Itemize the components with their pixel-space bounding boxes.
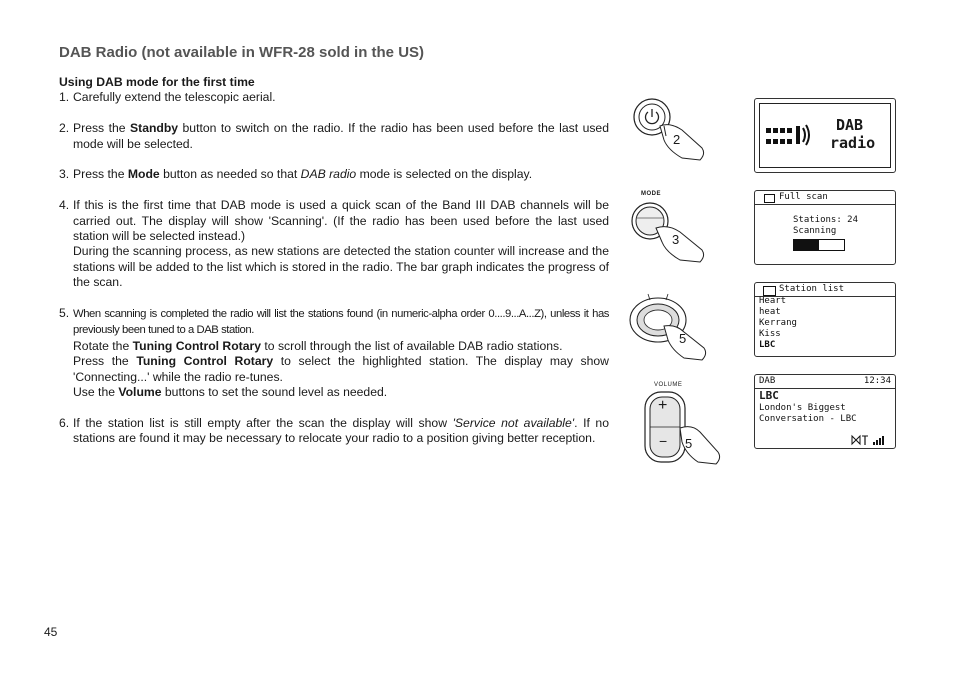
step-text: . If no stations are found it may be necessary to relocate your radio to a position giving better reception. — [73, 415, 609, 446]
step-number: 3. — [59, 167, 70, 182]
step-text: Use the — [73, 385, 119, 400]
callout-number: 5 — [679, 331, 687, 346]
step-text: buttons to set the sound level as needed. — [161, 385, 388, 400]
volume-label: VOLUME — [654, 382, 683, 388]
page-number: 45 — [44, 625, 58, 639]
callout-number: 3 — [672, 232, 680, 247]
step-text: to scroll through the list of available DAB radio stations. — [261, 338, 563, 353]
keyword-tuning-rotary: Tuning Control Rotary — [136, 354, 274, 369]
step-2 — [59, 121, 609, 152]
step-number: 5. — [59, 306, 70, 321]
display-dab-radio — [754, 98, 896, 173]
mode-button-icon — [630, 190, 710, 265]
step-text: During the scanning process, as new stations are detected the station counter will increase and the stations will be added to the list which is stored in the radio. The bar graph indicates the progress of the scan. — [73, 244, 609, 290]
keyword-volume: Volume — [118, 385, 162, 400]
scan-status: Scanning — [793, 226, 837, 236]
instructions — [59, 75, 609, 447]
station-text-line-2: Conversation - LBC — [759, 414, 857, 424]
display-station-list — [754, 282, 896, 357]
step-number: 1. — [59, 90, 70, 105]
station-count: Stations: 24 — [793, 215, 859, 225]
scan-progress-bar — [793, 239, 845, 251]
step-3 — [59, 167, 609, 182]
volume-buttons-illustration — [640, 380, 725, 470]
subheading: Using DAB mode for the first time — [59, 75, 255, 89]
scan-progress-fill — [794, 240, 819, 250]
station-text-line-1: London's Biggest — [759, 403, 846, 413]
step-text: mode is selected on the display. — [356, 167, 533, 182]
station-list-item[interactable]: Kiss — [759, 329, 781, 339]
step-4 — [59, 198, 609, 290]
display-line-1: DAB — [836, 116, 864, 134]
step-text: Rotate the — [73, 338, 133, 353]
step-text: Press the — [73, 167, 128, 182]
keyword-mode: Mode — [127, 167, 160, 182]
step-1 — [59, 90, 609, 105]
volume-rocker-icon — [640, 380, 725, 470]
keyword-dab-radio: DAB radio — [300, 167, 357, 182]
step-text: button to switch on the radio. If the radio has been used before the last used mode will be selected. — [73, 121, 609, 151]
step-text: When scanning is completed the radio will list the stations found (in numeric-alpha order 0....9...A...Z), unless it has previously been tuned to a DAB station. — [73, 308, 609, 337]
step-text: to select the highlighted station. The display may show 'Connecting...' while the radio re-tunes. — [73, 354, 609, 384]
power-icon — [630, 96, 710, 166]
station-name: LBC — [759, 389, 779, 402]
mode-button-illustration — [630, 190, 710, 265]
display-line-2: radio — [830, 134, 876, 152]
display-now-playing — [754, 374, 896, 449]
minus-icon: − — [659, 433, 668, 449]
keyword-tuning-rotary: Tuning Control Rotary — [132, 338, 262, 353]
display-header: Station list — [779, 284, 845, 294]
page-title: DAB Radio (not available in WFR-28 sold in the US) — [59, 44, 425, 61]
plus-icon: + — [658, 397, 668, 414]
step-text: button as needed so that — [159, 167, 301, 182]
callout-number: 2 — [673, 132, 681, 147]
mode-label: MODE — [641, 191, 661, 197]
display-full-scan — [754, 190, 896, 265]
step-5 — [59, 306, 609, 400]
folder-icon — [763, 286, 776, 296]
list-icon — [764, 194, 775, 203]
clock-time: 12:34 — [863, 376, 891, 386]
step-text: If this is the first time that DAB mode is used a quick scan of the Band III DAB channels will be carried out. The display will show 'Scanning'. (If the radio has been used before the last used station will be selected instead.) — [73, 198, 609, 244]
step-text: Press the — [73, 354, 137, 369]
signal-strength-icon — [851, 434, 891, 446]
step-number: 2. — [59, 121, 70, 136]
standby-button-illustration — [630, 96, 710, 166]
station-list-item[interactable]: heat — [759, 307, 781, 317]
station-list-item[interactable]: Kerrang — [759, 318, 797, 328]
dab-logo-icon — [766, 122, 826, 162]
band-label: DAB — [759, 376, 776, 386]
tuning-rotary-illustration — [628, 288, 713, 363]
step-number: 4. — [59, 198, 70, 213]
step-text: Press the — [73, 121, 130, 136]
station-list-item-selected[interactable]: LBC — [759, 340, 776, 350]
rotary-knob-icon — [628, 288, 713, 363]
step-6 — [59, 416, 609, 447]
station-list — [759, 296, 797, 351]
station-list-item[interactable]: Heart — [759, 296, 787, 306]
keyword-standby: Standby — [130, 121, 179, 136]
keyword-service-not-available: 'Service not available' — [452, 415, 575, 430]
callout-number: 5 — [685, 436, 693, 451]
step-text: If the station list is still empty after the scan the display will show — [73, 415, 453, 430]
step-text: Carefully extend the telescopic aerial. — [73, 90, 276, 105]
display-header: Full scan — [779, 192, 828, 202]
step-number: 6. — [59, 415, 70, 430]
